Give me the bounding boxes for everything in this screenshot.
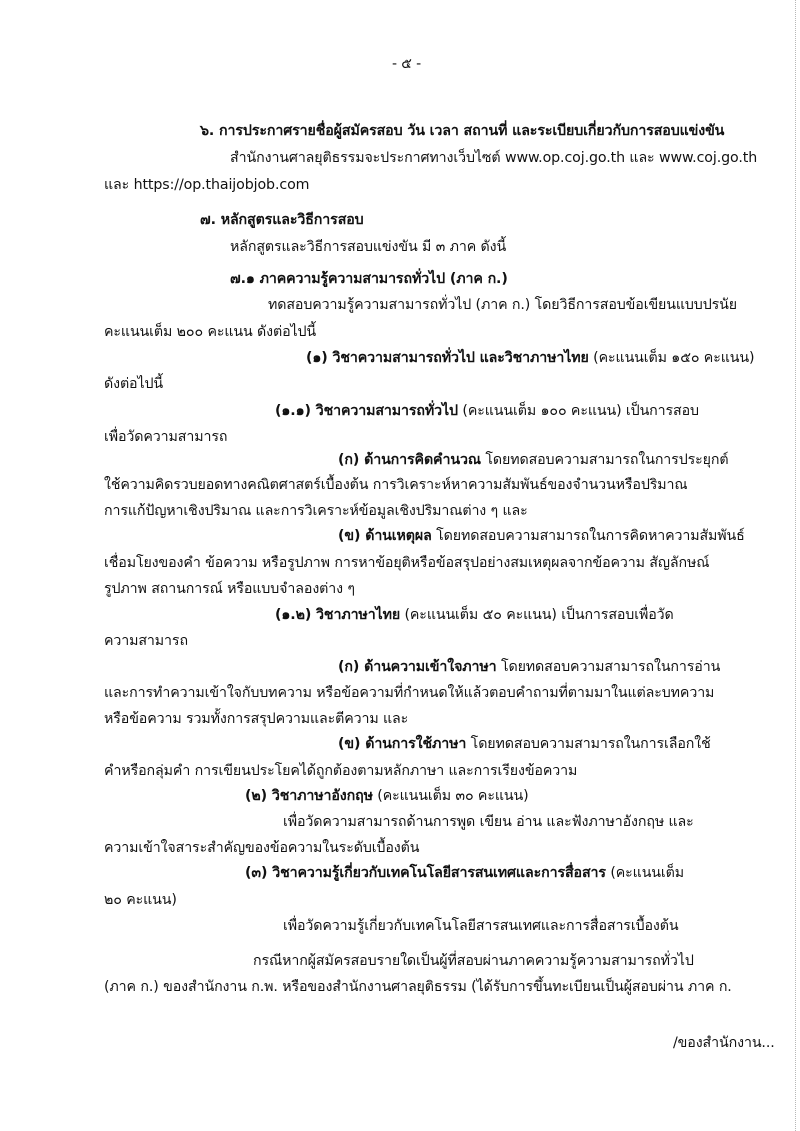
continuation-text: /ของสำนักงาน... (673, 1035, 775, 1051)
item12b-line2: คำหรือกลุ่มคำ การเขียนประโยคได้ถูกต้องตามหลักภาษา และการเรียงข้อความ (104, 763, 578, 779)
item12b-desc: โดยทดสอบความสามารถในการเลือกใช้ (466, 736, 711, 752)
item12a-desc: โดยทดสอบความสามารถในการอ่าน (496, 659, 721, 675)
item11a-line3: การแก้ปัญหาเชิงปริมาณ และการวิเคราะห์ข้อมูลเชิงปริมาณต่าง ๆ และ (104, 503, 528, 519)
item11a-title: (ก) ด้านการคิดคำนวณ (338, 452, 481, 468)
item11b-line3: รูปภาพ สถานการณ์ หรือแบบจำลองต่าง ๆ (104, 581, 355, 597)
item12-cont: ความสามารถ (104, 633, 188, 649)
item11b-title: (ข) ด้านเหตุผล (338, 528, 432, 544)
section71-heading: ๗.๑ ภาคความรู้ความสามารถทั่วไป (ภาค ก.) (230, 271, 508, 287)
item11a-heading (338, 450, 728, 470)
item12b-title: (ข) ด้านการใช้ภาษา (338, 736, 467, 752)
item12b-heading (338, 734, 711, 754)
item2-line3: ความเข้าใจสาระสำคัญของข้อความในระดับเบื้องต้น (104, 840, 420, 856)
item12-heading (275, 605, 674, 625)
scan-edge-line (795, 0, 796, 1131)
item2-heading (245, 786, 529, 806)
item1-heading (306, 348, 754, 368)
item11-heading (275, 401, 699, 421)
item3-title: (๓) วิชาความรู้เกี่ยวกับเทคโนโลยีสารสนเทศและการสื่อสาร (245, 865, 606, 881)
section6-heading: ๖. การประกาศรายชื่อผู้สมัครสอบ วัน เวลา สถานที่ และระเบียบเกี่ยวกับการสอบแข่งขัน (200, 123, 725, 139)
item11a-desc: โดยทดสอบความสามารถในการประยุกต์ (480, 452, 729, 468)
exemption-line1: กรณีหากผู้สมัครสอบรายใดเป็นผู้ที่สอบผ่านภาคความรู้ความสามารถทั่วไป (253, 953, 694, 969)
item11-score: (คะแนนเต็ม ๑๐๐ คะแนน) เป็นการสอบ (457, 403, 699, 419)
item11a-line2: ใช้ความคิดรวบยอดทางคณิตศาสตร์เบื้องต้น การวิเคราะห์หาความสัมพันธ์ของจำนวนหรือปริมาณ (104, 477, 688, 493)
section7-intro: หลักสูตรและวิธีการสอบแข่งขัน มี ๓ ภาค ดังนี้ (230, 239, 507, 255)
item12-title: (๑.๒) วิชาภาษาไทย (275, 607, 401, 623)
item3-line3: เพื่อวัดความรู้เกี่ยวกับเทคโนโลยีสารสนเทศและการสื่อสารเบื้องต้น (283, 918, 679, 934)
item1-cont: ดังต่อไปนี้ (104, 376, 164, 392)
item3-score: (คะแนนเต็ม (605, 865, 685, 881)
section7-heading: ๗. หลักสูตรและวิธีการสอบ (200, 212, 364, 228)
item12a-line3: หรือข้อความ รวมทั้งการสรุปความและตีความ และ (104, 711, 409, 727)
item2-title: (๒) วิชาภาษาอังกฤษ (245, 788, 373, 804)
item1-score: (คะแนนเต็ม ๑๕๐ คะแนน) (588, 350, 755, 366)
item11-cont: เพื่อวัดความสามารถ (104, 429, 228, 445)
item1-title: (๑) วิชาความสามารถทั่วไป และวิชาภาษาไทย (306, 350, 589, 366)
section71-line2: คะแนนเต็ม ๒๐๐ คะแนน ดังต่อไปนี้ (104, 324, 317, 340)
section71-line1: ทดสอบความรู้ความสามารถทั่วไป (ภาค ก.) โดยวิธีการสอบข้อเขียนแบบปรนัย (268, 297, 737, 313)
section6-text-line2: และ https://op.thaijobjob.com (104, 177, 310, 193)
item3-heading (245, 863, 684, 883)
item11b-line2: เชื่อมโยงของคำ ข้อความ หรือรูปภาพ การหาข้อยุติหรือข้อสรุปอย่างสมเหตุผลจากข้อความ สัญลักษณ์ (104, 555, 710, 571)
item12-score: (คะแนนเต็ม ๕๐ คะแนน) เป็นการสอบเพื่อวัด (400, 607, 674, 623)
item11b-desc: โดยทดสอบความสามารถในการคิดหาความสัมพันธ์ (431, 528, 745, 544)
item11-title: (๑.๑) วิชาความสามารถทั่วไป (275, 403, 458, 419)
item2-line2: เพื่อวัดความสามารถด้านการพูด เขียน อ่าน และฟังภาษาอังกฤษ และ (283, 814, 694, 830)
section6-text-line1: สำนักงานศาลยุติธรรมจะประกาศทางเว็บไซต์ www.op.coj.go.th และ www.coj.go.th (230, 150, 758, 166)
item11b-heading (338, 526, 745, 546)
page-number: - ๕ - (392, 56, 422, 72)
item12a-heading (338, 657, 720, 677)
item12a-title: (ก) ด้านความเข้าใจภาษา (338, 659, 497, 675)
exemption-line2: (ภาค ก.) ของสำนักงาน ก.พ. หรือของสำนักงานศาลยุติธรรม (ได้รับการขึ้นทะเบียนเป็นผู้สอบผ่าน ภาค ก. (104, 979, 732, 995)
item3-cont: ๒๐ คะแนน) (104, 892, 177, 908)
item2-score: (คะแนนเต็ม ๓๐ คะแนน) (372, 788, 529, 804)
item12a-line2: และการทำความเข้าใจกับบทความ หรือข้อความที่กำหนดให้แล้วตอบคำถามที่ตามมาในแต่ละบทความ (104, 685, 715, 701)
